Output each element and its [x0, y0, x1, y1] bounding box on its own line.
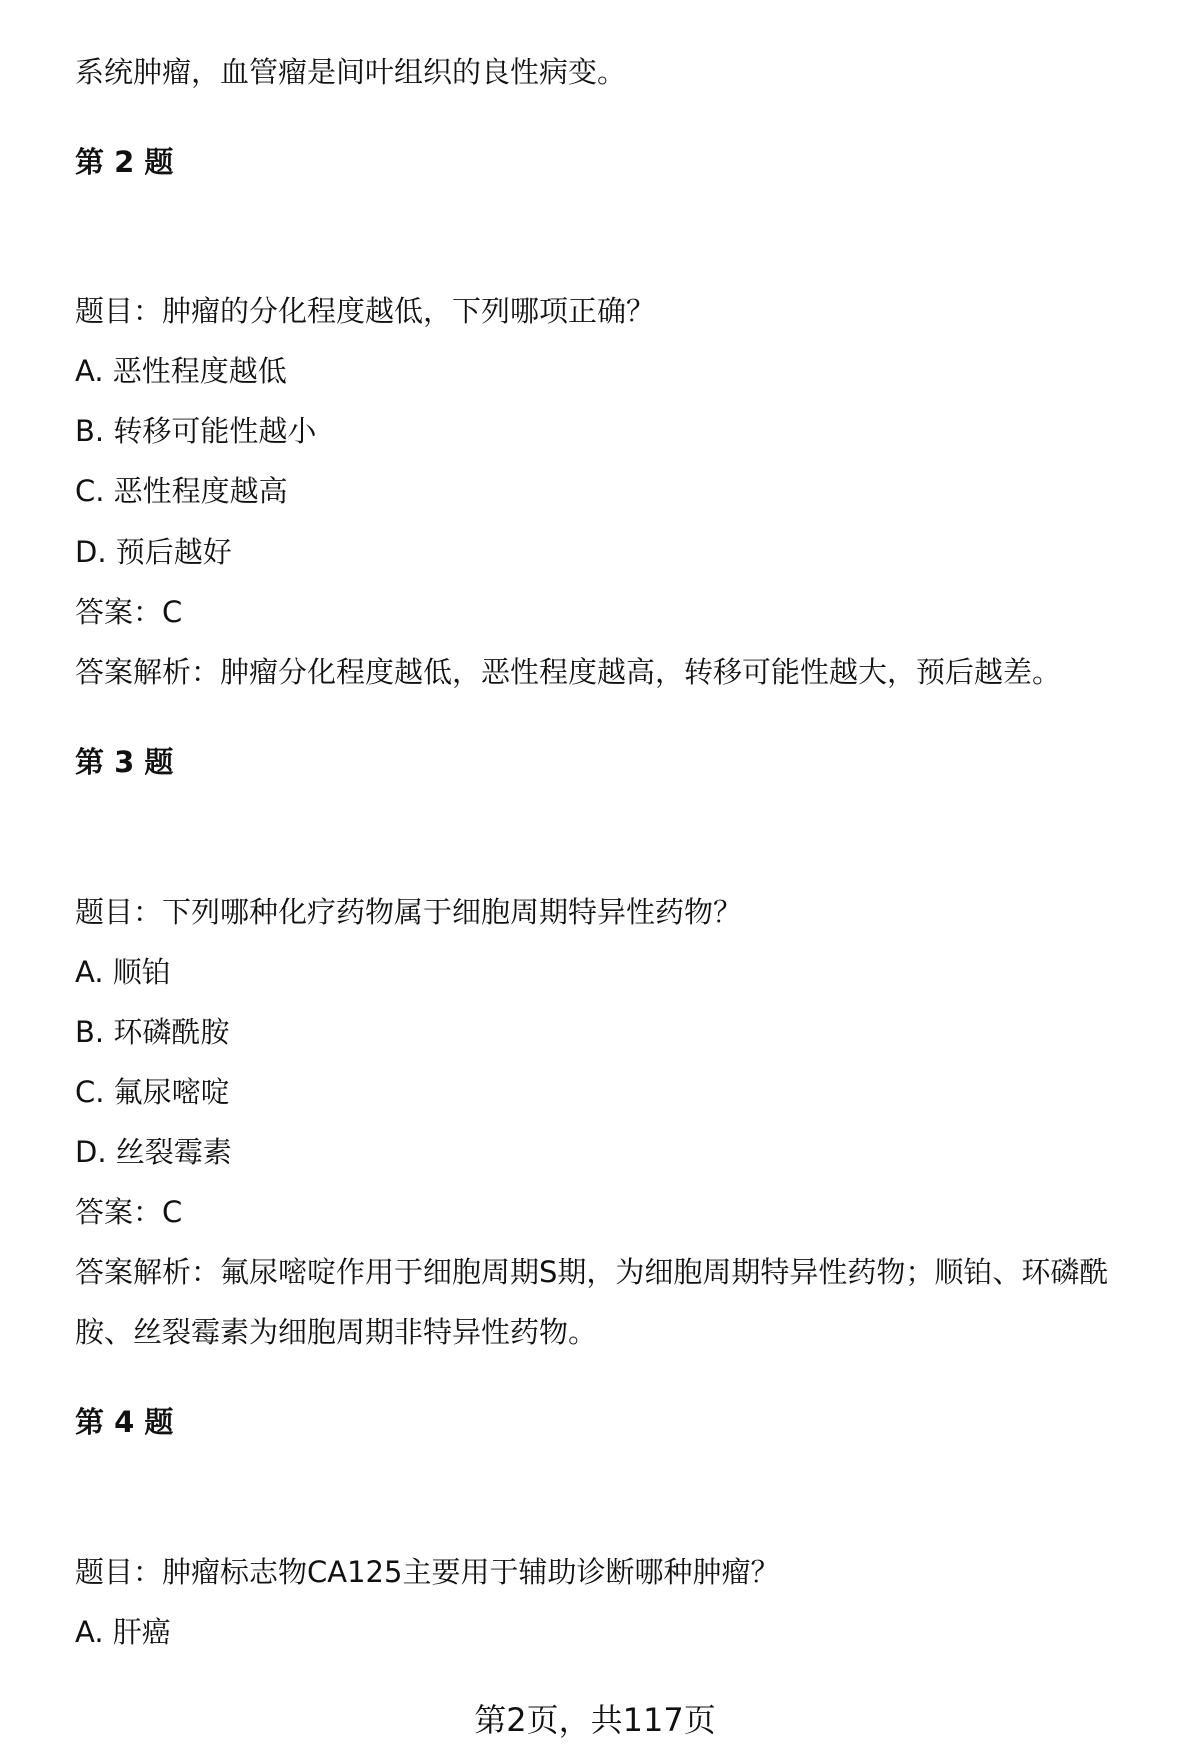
option-a: A. 顺铂: [75, 955, 171, 989]
question-stem: 题目：下列哪种化疗药物属于细胞周期特异性药物？: [75, 895, 743, 929]
option-b: B. 转移可能性越小: [75, 414, 317, 448]
question-heading: 第 2 题: [75, 145, 174, 179]
answer-analysis: 答案解析：氟尿嘧啶作用于细胞周期S期，为细胞周期特异性药物；顺铂、环磷酰: [75, 1255, 1109, 1289]
option-b: B. 环磷酰胺: [75, 1015, 230, 1049]
question-heading: 第 3 题: [75, 745, 174, 779]
question-heading: 第 4 题: [75, 1405, 174, 1439]
option-d: D. 丝裂霉素: [75, 1135, 232, 1169]
page-number: 第2页，共117页: [474, 1701, 716, 1739]
option-d: D. 预后越好: [75, 535, 232, 569]
answer-analysis: 答案解析：肿瘤分化程度越低，恶性程度越高，转移可能性越大，预后越差。: [75, 655, 1062, 689]
option-a: A. 肝癌: [75, 1615, 171, 1649]
answer-analysis-continued: 胺、丝裂霉素为细胞周期非特异性药物。: [75, 1315, 598, 1349]
question-stem: 题目：肿瘤的分化程度越低，下列哪项正确？: [75, 294, 656, 328]
answer: 答案：C: [75, 595, 183, 629]
question-stem: 题目：肿瘤标志物CA125主要用于辅助诊断哪种肿瘤？: [75, 1555, 780, 1589]
option-c: C. 恶性程度越高: [75, 474, 288, 508]
answer: 答案：C: [75, 1195, 183, 1229]
option-a: A. 恶性程度越低: [75, 354, 287, 388]
option-c: C. 氟尿嘧啶: [75, 1075, 230, 1109]
intro-text: 系统肿瘤，血管瘤是间叶组织的良性病变。: [75, 55, 627, 89]
